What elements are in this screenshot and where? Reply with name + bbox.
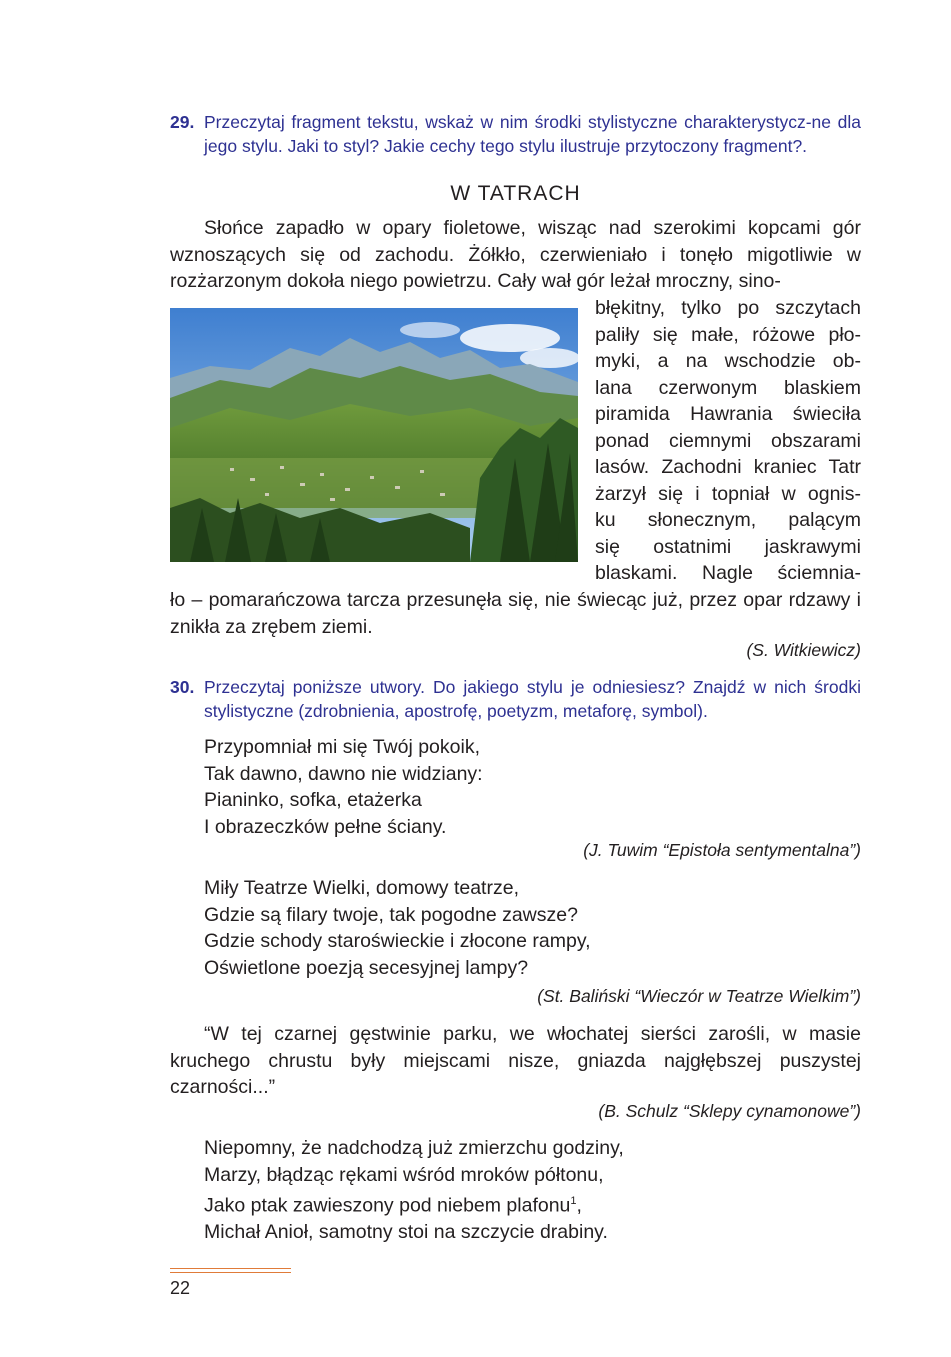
passage-title: W TATRACH — [450, 182, 581, 205]
passage-beside-photo: błękitny, tylko po szczytach paliły się małe, różowe pło- myki, a na wschodzie ob- lana czerwonym blaskiem piramida Hawrania świeciła ponad ciemnymi obszarami lasów. Zachodni kraniec Tatr żarzył się i topniał w ognis- ku słonecznym, palącym się ostatnimi jaskrawymi blaskami. Nagle ściemnia- — [595, 297, 861, 584]
passage-ending: ło – pomarańczowa tarcza przesunęła się, nie świecąc już, przez opar rdzawy i znikła za zrębem ziemi. — [170, 589, 861, 638]
attribution-tuwim: (J. Tuwim “Epistoła sentymentalna”) — [583, 840, 861, 860]
task-30 — [170, 675, 861, 723]
task-29 — [170, 110, 861, 158]
poem-balinski: Miły Teatrze Wielki, domowy teatrze, Gdzie są filary twoje, tak pogodne zawsze? Gdzie schody staroświeckie i złocone rampy, Oświetlone poezją secesyjnej lampy? — [204, 877, 591, 979]
task-number: 30. — [170, 677, 195, 697]
footer-rule — [170, 1268, 291, 1269]
footer-rule — [170, 1272, 291, 1273]
poem-tuwim: Przypomniał mi się Twój pokoik, Tak dawno, dawno nie widziany: Pianinko, sofka, etażerka I obrazeczków pełne ściany. — [204, 736, 483, 838]
footnote-marker: 1 — [570, 1195, 577, 1207]
task-number: 29. — [170, 112, 195, 132]
passage-intro: Słońce zapadło w opary fioletowe, wisząc nad szerokimi kopcami gór wznoszących się od zachodu. Żółkło, czerwieniało i tonęło migotliwie w rozżarzonym dokoła niego powietrzu. Cały wał gór leżał mroczny, sino- — [170, 217, 861, 292]
task-instruction: Przeczytaj fragment tekstu, wskaż w nim środki stylistyczne charakterystycz-ne dla jego stylu. Jaki to styl? Jakie cechy tego stylu ilustruje przytoczony fragment?. — [204, 112, 861, 156]
task-instruction: Przeczytaj poniższe utwory. Do jakiego stylu je odniesiesz? Znajdź w nich środki stylistyczne (zdrobnienia, apostrofę, poetyzm, metaforę, symbol). — [204, 677, 861, 721]
attribution-schulz: (B. Schulz “Sklepy cynamonowe”) — [598, 1101, 861, 1121]
prose-schulz: “W tej czarnej gęstwinie parku, we włochatej sierści zarośli, w masie kruchego chrustu były miejscami nisze, gniazda najgłębszej puszystej czarności...” — [170, 1023, 861, 1098]
poem-michal-aniol: Niepomny, że nadchodzą już zmierzchu godziny, Marzy, błądząc rękami wśród mroków półtonu, Jako ptak zawieszony pod niebem plafonu$^1$, Michał Anioł, samotny stoi na szczycie drabiny. — [204, 1137, 624, 1243]
tatra-mountains-photo — [170, 308, 578, 562]
poem-line-footnoted: Jako ptak zawieszony pod niebem plafonu$^1$, — [204, 1194, 582, 1217]
attribution-witkiewicz: (S. Witkiewicz) — [746, 640, 861, 660]
page-number: 22 — [170, 1278, 191, 1298]
attribution-balinski: (St. Baliński “Wieczór w Teatrze Wielkim”) — [537, 986, 861, 1006]
